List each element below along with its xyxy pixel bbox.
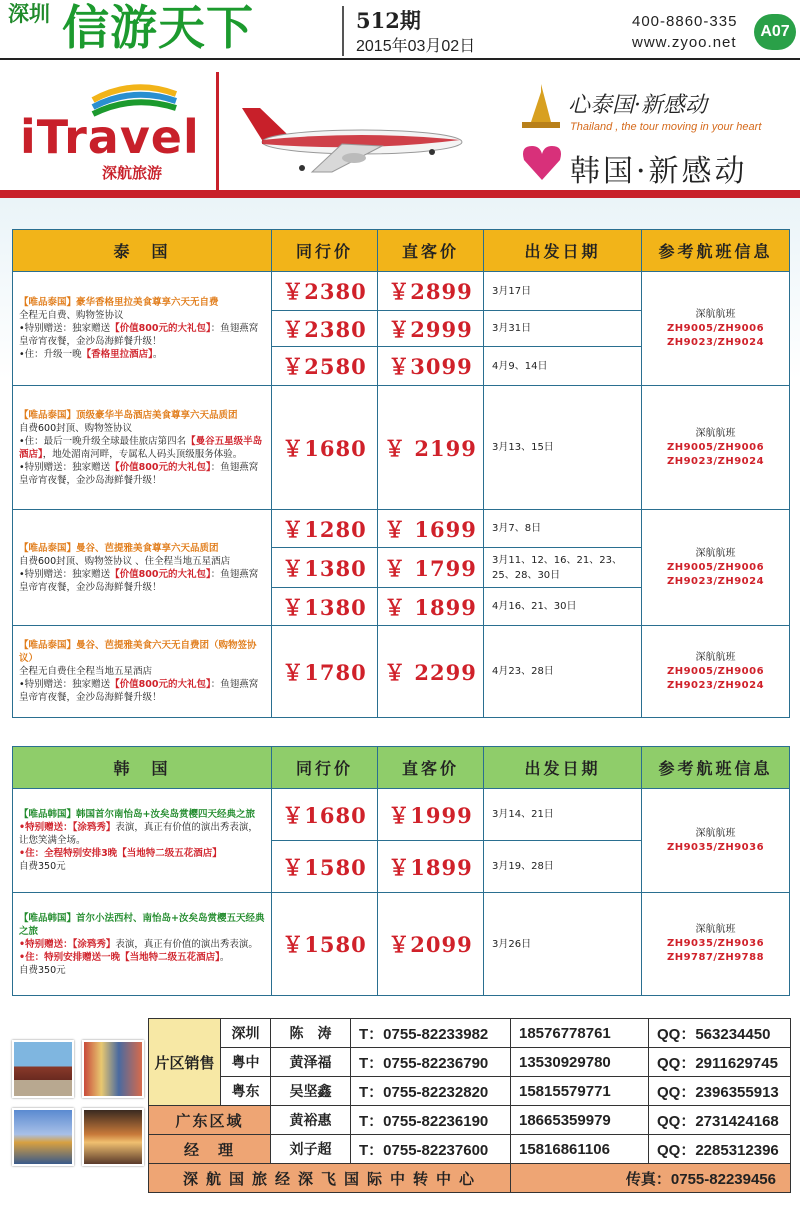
flight-label: 深航航班 <box>695 924 736 935</box>
table-row[interactable] <box>13 510 790 548</box>
hotline: 400-8860-335 <box>632 13 738 30</box>
header-peer-price: 同行价 <box>272 230 378 272</box>
header-flight-info: 参考航班信息 <box>642 230 790 272</box>
korea-tour-table <box>12 746 790 996</box>
flight-number: ZH9005/ZH9006 <box>666 441 765 453</box>
tour-line: ：鱼翅燕窝皇帝宵夜餐，金沙岛海鲜餐升级！ <box>19 323 259 347</box>
banner-red-line <box>0 190 800 198</box>
flight-number: ZH9023/ZH9024 <box>666 679 765 691</box>
peer-price: ￥1680 <box>272 789 378 841</box>
flight-label: 深航航班 <box>695 427 736 439</box>
header-city: 深圳 <box>8 2 50 26</box>
contact-mobile[interactable]: 18665359979 <box>511 1106 649 1135</box>
photo-city-street <box>82 1040 144 1098</box>
flight-label: 深航航班 <box>695 547 736 559</box>
retail-price: ￥ 2199 <box>378 386 484 510</box>
korea-slogan: 韩国·新感动 <box>570 154 748 189</box>
peer-price: ￥1580 <box>272 841 378 893</box>
contact-area: 粤中 <box>221 1048 271 1077</box>
flight-number: ZH9023/ZH9024 <box>666 336 765 348</box>
departure-dates: 4月16、21、30日 <box>484 588 642 626</box>
retail-price: ￥ 1699 <box>378 510 484 548</box>
tour-description <box>13 789 272 893</box>
pagoda-icon <box>516 82 566 132</box>
flight-number: ZH9005/ZH9006 <box>666 665 765 677</box>
departure-dates: 3月19、28日 <box>484 841 642 893</box>
tour-description <box>13 386 272 510</box>
flight-label: 深航航班 <box>695 827 736 839</box>
header-country: 泰 国 <box>13 230 272 272</box>
tour-description <box>13 893 272 996</box>
tour-description <box>13 272 272 386</box>
tour-line: •特别赠送：独家赠送 <box>19 568 111 580</box>
departure-dates: 3月11、12、16、21、23、25、28、30日 <box>484 548 642 588</box>
retail-price: ￥ 2299 <box>378 626 484 718</box>
peer-price: ￥1780 <box>272 626 378 718</box>
issue-number: 512期 <box>356 8 421 33</box>
table-row[interactable] <box>13 272 790 311</box>
tour-line: •住：最后一晚升级全球最佳旅店第四名 <box>19 435 187 447</box>
header-departure: 出发日期 <box>484 230 642 272</box>
contact-row <box>149 1135 791 1164</box>
tour-line: 表演，真正有价值的演出秀表演。 <box>115 938 258 950</box>
tour-line: •住：特别安排赠送一晚 <box>19 951 121 963</box>
tour-line: •特别赠送： <box>19 938 73 950</box>
sales-label: 片区销售 <box>149 1019 221 1106</box>
flight-number: ZH9035/ZH9036 <box>666 841 765 853</box>
flight-number: ZH9005/ZH9006 <box>666 561 765 573</box>
photo-thai-temple <box>12 1108 74 1166</box>
tour-line: •特别赠送： <box>19 822 73 833</box>
flight-info <box>642 893 790 996</box>
contact-area: 广东区域 <box>149 1106 271 1135</box>
tour-highlight: 【价值800元的大礼包】 <box>110 568 211 580</box>
header-retail-price: 直客价 <box>378 230 484 272</box>
retail-price: ￥2899 <box>378 272 484 311</box>
departure-dates: 3月26日 <box>484 893 642 996</box>
page-badge: A07 <box>754 14 796 50</box>
tour-line: 自费600封顶、购物签协议 、住全程当地五星酒店 <box>19 555 231 567</box>
flight-info <box>642 626 790 718</box>
tour-title: 【唯品泰国】顶级豪华半岛酒店美食尊享六天品质团 <box>19 409 238 421</box>
contact-qq[interactable]: QQ：2731424168 <box>649 1106 791 1135</box>
flight-info <box>642 789 790 893</box>
tour-highlight: 【当地特二级五花酒店】 <box>117 848 222 859</box>
contact-area: 粤东 <box>221 1077 271 1106</box>
flight-number: ZH9023/ZH9024 <box>666 455 765 467</box>
contact-row <box>149 1106 791 1135</box>
thailand-slogan: 心泰国·新感动 <box>568 93 707 118</box>
contact-row <box>149 1077 791 1106</box>
contact-qq[interactable]: QQ：2396355913 <box>649 1077 791 1106</box>
banner-divider <box>216 72 219 190</box>
peer-price: ￥1580 <box>272 893 378 996</box>
contact-mobile[interactable]: 18576778761 <box>511 1019 649 1048</box>
peer-price: ￥2380 <box>272 272 378 311</box>
thailand-header-row <box>13 230 790 272</box>
header-country: 韩 国 <box>13 747 272 789</box>
tour-line: 自费350元 <box>19 861 66 872</box>
tour-line: 自费350元 <box>19 964 66 976</box>
airplane-icon <box>242 100 467 180</box>
contact-tel[interactable]: T：0755-82237600 <box>351 1135 511 1164</box>
itravel-logo: iTravel <box>20 110 200 164</box>
contact-tel[interactable]: T：0755-82233982 <box>351 1019 511 1048</box>
peer-price: ￥1380 <box>272 588 378 626</box>
departure-dates: 4月9、14日 <box>484 347 642 386</box>
retail-price: ￥2099 <box>378 893 484 996</box>
tour-line: ：鱼翅燕窝皇帝宵夜餐，金沙岛海鲜餐升级！ <box>19 568 259 593</box>
peer-price: ￥1280 <box>272 510 378 548</box>
contact-area: 经 理 <box>149 1135 271 1164</box>
contact-area: 深圳 <box>221 1019 271 1048</box>
tour-line: 。 <box>152 349 163 360</box>
flight-number: ZH9023/ZH9024 <box>666 575 765 587</box>
header-peer-price: 同行价 <box>272 747 378 789</box>
itravel-subtitle: 深航旅游 <box>102 164 163 182</box>
contact-name: 吴坚鑫 <box>271 1077 351 1106</box>
table-row[interactable] <box>13 789 790 841</box>
page-header <box>0 0 800 60</box>
contact-qq[interactable]: QQ：2285312396 <box>649 1135 791 1164</box>
table-row[interactable] <box>13 626 790 718</box>
flight-number: ZH9787/ZH9788 <box>666 952 765 963</box>
tour-description <box>13 626 272 718</box>
tour-highlight: 【涂鸦秀】 <box>72 822 116 833</box>
contact-qq[interactable]: QQ：2911629745 <box>649 1048 791 1077</box>
header-flight-info: 参考航班信息 <box>642 747 790 789</box>
brand-title: 信游天下 <box>62 1 254 56</box>
tour-description <box>13 510 272 626</box>
contact-row <box>149 1048 791 1077</box>
tour-title: 【唯品韩国】首尔小法西村、南怡岛+汝矣岛赏樱五天经典之旅 <box>19 912 265 937</box>
header-departure: 出发日期 <box>484 747 642 789</box>
heart-icon <box>520 142 564 182</box>
photo-korea-palace <box>12 1040 74 1098</box>
tour-title: 【唯品泰国】豪华香格里拉美食尊享六天无自费 <box>19 297 219 308</box>
departure-dates: 3月31日 <box>484 311 642 347</box>
tour-line: ，地处湄南河畔，专属私人码头顶级服务体验。 <box>42 448 243 460</box>
tour-line: 全程无自费住全程当地五星酒店 <box>19 666 153 677</box>
contact-mobile[interactable]: 13530929780 <box>511 1048 649 1077</box>
peer-price: ￥1680 <box>272 386 378 510</box>
thailand-tour-table <box>12 229 790 718</box>
contact-name: 黄裕惠 <box>271 1106 351 1135</box>
website-link[interactable]: www.zyoo.net <box>632 34 737 51</box>
header-divider <box>342 6 344 56</box>
korea-header-row <box>13 747 790 789</box>
flight-number: ZH9005/ZH9006 <box>666 322 765 334</box>
tour-line: ：鱼翅燕窝皇帝宵夜餐，金沙岛海鲜餐升级！ <box>19 461 259 486</box>
tour-line: ：鱼翅燕窝皇帝宵夜餐，金沙岛海鲜餐升级！ <box>19 679 259 703</box>
retail-price: ￥1899 <box>378 841 484 893</box>
tour-line: •住：全程特别安排3晚 <box>19 848 118 859</box>
thailand-subslogan: Thailand , the tour moving in your heart <box>570 121 762 133</box>
tour-title: 【唯品泰国】曼谷、芭提雅美食六天无自费团（购物签协议） <box>19 640 257 664</box>
contact-qq[interactable]: QQ：563234450 <box>649 1019 791 1048</box>
departure-dates: 4月23、28日 <box>484 626 642 718</box>
departure-dates: 3月14、21日 <box>484 789 642 841</box>
tour-highlight: 【价值800元的大礼包】 <box>110 679 211 690</box>
retail-price: ￥1999 <box>378 789 484 841</box>
departure-dates: 3月17日 <box>484 272 642 311</box>
table-row[interactable] <box>13 893 790 996</box>
departure-dates: 3月13、15日 <box>484 386 642 510</box>
retail-price: ￥ 1799 <box>378 548 484 588</box>
tour-highlight: 【涂鸦秀】 <box>72 938 116 950</box>
tour-highlight: 【价值800元的大礼包】 <box>110 323 211 334</box>
flight-number: ZH9035/ZH9036 <box>666 938 765 949</box>
contact-tel[interactable]: T：0755-82232820 <box>351 1077 511 1106</box>
tour-title: 【唯品韩国】韩国首尔南怡岛+汝矣岛赏樱四天经典之旅 <box>19 809 255 820</box>
tour-line: 全程无自费、购物签协议 <box>19 310 124 321</box>
retail-price: ￥ 1899 <box>378 588 484 626</box>
contact-mobile[interactable]: 15815579771 <box>511 1077 649 1106</box>
fax-number[interactable]: 传真：0755-82239456 <box>511 1164 791 1193</box>
contact-row <box>149 1019 791 1048</box>
contact-mobile[interactable]: 15816861106 <box>511 1135 649 1164</box>
footer-row <box>149 1164 791 1193</box>
tour-highlight: 【曼谷五星级半岛酒店】 <box>19 435 263 460</box>
agency-name: 深航国旅经深飞国际中转中心 <box>149 1164 511 1193</box>
tour-line: 表演，真正有价值的演出秀表演，让您笑满全场。 <box>19 822 258 846</box>
tour-line: 。 <box>219 951 230 963</box>
tour-line: •特别赠送：独家赠送 <box>19 461 111 473</box>
tour-line: •特别赠送：独家赠送 <box>19 323 111 334</box>
peer-price: ￥2580 <box>272 347 378 386</box>
contact-table <box>148 1018 791 1193</box>
tour-line: 自费600封顶、购物签协议 <box>19 422 133 434</box>
retail-price: ￥3099 <box>378 347 484 386</box>
flight-label: 深航航班 <box>695 651 736 663</box>
flight-info <box>642 510 790 626</box>
flight-label: 深航航班 <box>695 308 736 320</box>
header-retail-price: 直客价 <box>378 747 484 789</box>
contact-tel[interactable]: T：0755-82236190 <box>351 1106 511 1135</box>
flight-info <box>642 386 790 510</box>
contact-name: 刘子超 <box>271 1135 351 1164</box>
retail-price: ￥2999 <box>378 311 484 347</box>
tour-highlight: 【价值800元的大礼包】 <box>110 461 211 473</box>
tour-highlight: 【当地特二级五花酒店】 <box>120 951 220 963</box>
departure-dates: 3月7、8日 <box>484 510 642 548</box>
photo-night-market <box>82 1108 144 1166</box>
contact-name: 陈 涛 <box>271 1019 351 1048</box>
table-row[interactable] <box>13 386 790 510</box>
peer-price: ￥2380 <box>272 311 378 347</box>
tour-line: •特别赠送：独家赠送 <box>19 679 111 690</box>
contact-name: 黄泽福 <box>271 1048 351 1077</box>
tour-highlight: 【香格里拉酒店】 <box>81 349 153 360</box>
tour-title: 【唯品泰国】曼谷、芭提雅美食尊享六天品质团 <box>19 542 219 554</box>
peer-price: ￥1380 <box>272 548 378 588</box>
flight-info <box>642 272 790 386</box>
issue-date: 2015年03月02日 <box>356 38 476 55</box>
tour-line: •住：升级一晚 <box>19 349 82 360</box>
contact-tel[interactable]: T：0755-82236790 <box>351 1048 511 1077</box>
